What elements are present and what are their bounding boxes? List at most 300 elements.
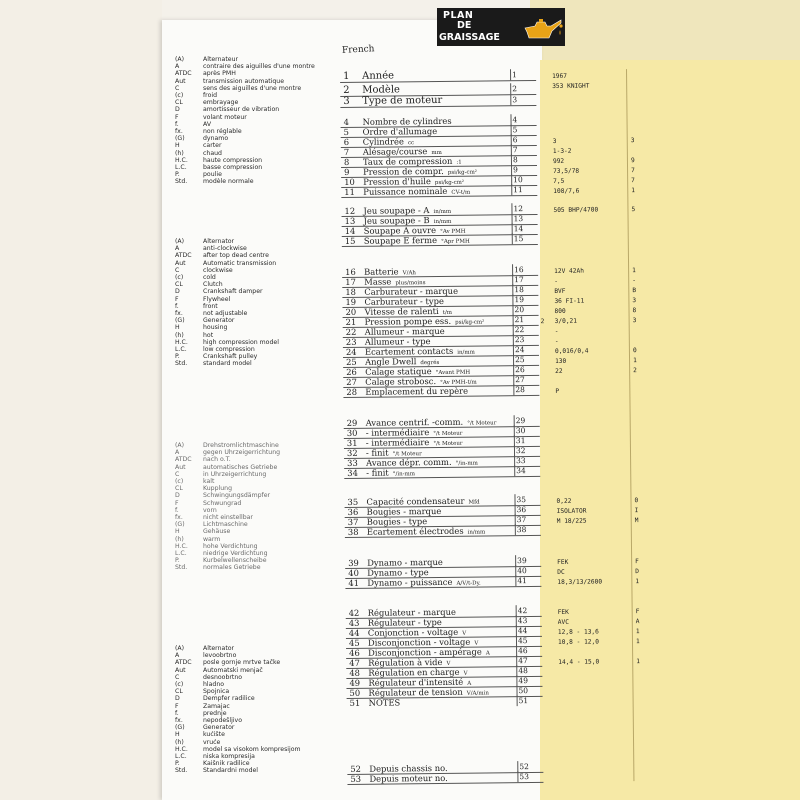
glossary-entry	[175, 56, 315, 63]
row-label-text: Régulation en charge	[368, 666, 460, 678]
data-value-next: 7	[631, 177, 635, 185]
glossary-abbreviation: (c)	[175, 681, 184, 689]
glossary-entry	[175, 674, 301, 681]
row-label-text: Avance dépr. comm.	[366, 456, 452, 468]
data-cell-next	[636, 637, 656, 647]
row-number: 5	[343, 126, 350, 137]
glossary-definition: Clutch	[203, 281, 223, 289]
form-row	[347, 772, 543, 785]
row-number-right: 36	[516, 505, 527, 515]
glossary-definition: volant moteur	[203, 113, 247, 121]
row-label-text: Ecartement électrodes	[366, 525, 464, 537]
data-value-next: F	[635, 608, 640, 616]
glossary-abbreviation: P.	[175, 760, 180, 768]
row-label-text: Type de moteur	[362, 94, 443, 107]
row-label-text: Modèle	[362, 84, 400, 96]
row-unit: psi/kg-cm²	[434, 179, 465, 187]
glossary-entry	[175, 85, 315, 92]
row-unit: CV-t/m	[451, 189, 471, 196]
data-value-next: 2	[633, 367, 637, 375]
glossary-entry	[175, 731, 301, 738]
row-label-text: Allumeur - type	[364, 336, 431, 347]
row-number: 10	[344, 176, 355, 187]
row-number-right: 7	[512, 145, 518, 155]
data-cell-next	[635, 506, 655, 516]
row-number-right: 21	[514, 315, 525, 325]
glossary-entry	[175, 550, 280, 557]
glossary-entry	[175, 150, 315, 157]
glossary-abbreviation: F	[175, 499, 179, 507]
glossary-abbreviation: C	[175, 84, 180, 92]
row-unit: V/A/min	[466, 690, 489, 697]
row-unit: in/mm	[433, 208, 452, 216]
row-number-right: 11	[513, 185, 523, 195]
row-divider	[517, 771, 518, 782]
row-number-right: 35	[516, 495, 527, 505]
row-label-text: Alésage/course	[362, 146, 428, 157]
row-label-text: Soupape E ferme	[363, 234, 438, 246]
row-unit: A	[467, 680, 472, 687]
glossary-definition: kalt	[203, 478, 215, 486]
row-number-right: 48	[518, 666, 528, 676]
glossary-abbreviation: CL	[175, 485, 183, 493]
row-number: 46	[349, 647, 360, 658]
row-number: 53	[350, 773, 362, 784]
glossary-definition: warm	[203, 535, 221, 543]
row-number-right: 22	[514, 325, 525, 335]
row-number-right: 3	[512, 95, 518, 105]
row-label-text: Calage statique	[365, 366, 432, 377]
glossary-abbreviation: Std.	[175, 767, 188, 775]
data-cell	[549, 203, 800, 216]
data-cell	[551, 364, 800, 377]
glossary-abbreviation: f.	[175, 120, 179, 128]
row-number-right: 49	[518, 676, 528, 686]
glossary-abbreviation: (h)	[175, 149, 184, 157]
glossary-entry	[175, 514, 280, 521]
row-unit: °Apr PMH	[441, 238, 470, 245]
row-number: 40	[348, 567, 359, 578]
row-unit: V	[463, 670, 468, 677]
glossary-definition: Drehstromlichtmaschine	[203, 442, 279, 449]
glossary-abbreviation: L.C.	[175, 550, 187, 558]
row-number-right: 14	[513, 224, 524, 234]
glossary-definition: carter	[203, 142, 222, 150]
glossary-entry	[175, 485, 280, 492]
row-unit: A	[485, 650, 490, 657]
row-unit: Mfd	[468, 499, 480, 506]
row-label-text: Jeu soupape - B	[363, 215, 430, 226]
data-value: -	[554, 277, 558, 285]
glossary-entry	[175, 281, 279, 288]
data-value: 36 FI-11	[554, 297, 585, 305]
row-number: 12	[344, 205, 356, 216]
glossary-definition: standard model	[203, 360, 252, 368]
glossary-definition: model sa visokom kompresijom	[203, 745, 301, 753]
row-divider	[511, 184, 512, 195]
row-number-right: 45	[517, 636, 528, 646]
row-label-text: Bougies - marque	[366, 505, 442, 517]
glossary-definition: embrayage	[203, 99, 239, 107]
glossary-entry	[175, 267, 279, 274]
row-number-right: 26	[515, 365, 525, 375]
row-label-text: Puissance nominale	[363, 185, 448, 197]
glossary-entry	[175, 106, 315, 113]
data-value: DC	[557, 568, 565, 576]
row-number: 8	[343, 156, 350, 167]
row-unit: °/t Moteur	[467, 420, 497, 427]
glossary-definition: housing	[203, 324, 228, 332]
row-unit: °Av PMH	[440, 228, 466, 235]
glossary-entry	[175, 78, 315, 85]
glossary-definition: Kurbelwellenscheibe	[203, 557, 267, 565]
row-label-text: Batterie	[364, 266, 399, 277]
glossary-abbreviation: Aut	[175, 259, 186, 267]
glossary-abbreviation: H	[175, 142, 180, 150]
glossary-entry	[175, 500, 280, 507]
row-unit: A/V/t-Dy.	[456, 580, 481, 587]
row-label-text: Dynamo - marque	[367, 556, 443, 568]
data-cell-next	[633, 356, 653, 366]
row-label-text: Régulateur d'intensité	[368, 676, 464, 688]
data-value: 22	[555, 367, 563, 375]
glossary-fr	[175, 56, 315, 186]
glossary-definition: Crankshaft damper	[203, 288, 263, 296]
logo-line-1: PLAN	[443, 10, 474, 21]
data-value-next: 8	[632, 307, 637, 315]
glossary-definition: Alternator	[203, 238, 235, 245]
data-value: 10,8 - 12,0	[557, 638, 600, 646]
glossary-abbreviation: fx.	[175, 514, 183, 522]
glossary-definition: prednje	[203, 709, 227, 717]
glossary-de	[175, 442, 280, 572]
glossary-abbreviation: A	[175, 63, 180, 71]
data-value: ISOLATOR	[556, 507, 587, 515]
glossary-definition: après PMH	[203, 70, 236, 78]
glossary-definition: vruće	[203, 738, 221, 746]
glossary-abbreviation: A	[175, 652, 180, 660]
row-number: 48	[349, 667, 361, 678]
row-label	[362, 71, 398, 82]
glossary-entry	[175, 767, 301, 774]
row-number: 13	[344, 215, 356, 226]
glossary-definition: hladno	[203, 681, 225, 689]
data-cell-next	[633, 346, 653, 356]
glossary-entry	[175, 92, 315, 99]
data-cell-next	[631, 186, 651, 196]
data-cell-next	[636, 657, 656, 667]
row-number-right: 33	[516, 456, 526, 466]
glossary-abbreviation: Std.	[175, 360, 188, 368]
row-number: 26	[346, 366, 357, 377]
data-value: 992	[552, 157, 565, 165]
glossary-abbreviation: (A)	[175, 238, 185, 245]
data-value-next: 0	[634, 497, 639, 505]
row-label	[365, 386, 472, 399]
glossary-abbreviation: H.C.	[175, 745, 188, 753]
row-unit: psi/kg-cm²	[447, 169, 478, 176]
data-value-next: 1	[633, 357, 637, 365]
data-value-next: B	[632, 287, 637, 295]
glossary-abbreviation: (G)	[175, 521, 185, 529]
row-number: 11	[344, 186, 356, 197]
glossary-entry	[175, 739, 301, 746]
form-row	[343, 385, 539, 398]
glossary-abbreviation: (G)	[175, 135, 185, 143]
data-value: 14,4 - 15,0	[558, 658, 600, 666]
logo-line-3: GRAISSAGE	[439, 32, 500, 43]
row-number: 41	[348, 577, 360, 588]
row-label-text: Calage strobosc.	[365, 376, 437, 387]
glossary-definition: niedrige Verdichtung	[203, 550, 268, 558]
plan-de-graissage-logo	[437, 8, 565, 46]
row-number: 4	[343, 116, 349, 127]
row-label-text: Ordre d'allumage	[362, 125, 438, 137]
row-number-right: 28	[515, 385, 525, 395]
row-number: 32	[346, 447, 358, 458]
glossary-definition: Flywheel	[203, 295, 231, 303]
glossary-abbreviation: (c)	[175, 478, 184, 486]
row-number: 50	[349, 687, 361, 698]
glossary-abbreviation: (G)	[175, 317, 185, 325]
glossary-entry	[175, 70, 315, 77]
row-unit: plus/moins	[395, 280, 426, 287]
row-number-right: 47	[518, 656, 528, 666]
row-number: 42	[348, 607, 360, 618]
form-row	[341, 185, 537, 198]
row-number: 6	[343, 136, 350, 147]
glossary-abbreviation: Aut	[175, 666, 186, 674]
row-number: 45	[348, 637, 360, 648]
data-cell-next	[635, 567, 655, 577]
row-label-text: Régulateur de tension	[368, 686, 463, 698]
row-unit: °Av PMH-t/m	[440, 379, 477, 386]
data-value: 0,016/0,4	[554, 347, 589, 355]
glossary-definition: AV	[203, 120, 212, 128]
oil-can-icon	[521, 14, 563, 44]
data-value: FEK	[557, 558, 569, 566]
glossary-abbreviation: Aut	[175, 77, 186, 85]
glossary-abbreviation: L.C.	[175, 346, 187, 354]
row-label-text: Allumeur - marque	[364, 325, 445, 337]
glossary-definition: normales Getriebe	[203, 564, 261, 572]
row-divider	[510, 69, 511, 80]
glossary-entry	[175, 464, 280, 471]
glossary-entry	[175, 717, 301, 724]
data-cell-next	[634, 496, 654, 506]
glossary-definition: after top dead centre	[203, 252, 269, 260]
row-number: 16	[345, 266, 356, 277]
glossary-entry	[175, 346, 279, 353]
data-value: 505 BHP/4700	[553, 206, 599, 214]
row-label	[367, 526, 485, 539]
row-number-right: 31	[515, 436, 526, 446]
row-number: 24	[345, 346, 357, 357]
row-divider	[510, 94, 511, 105]
glossary-definition: Generator	[203, 317, 235, 325]
row-number: 29	[346, 417, 358, 428]
row-unit: °Avant PMH	[435, 369, 471, 377]
glossary-entry	[175, 645, 301, 652]
row-label-text: - intermédiaire	[365, 437, 430, 448]
row-label-text: - finit	[366, 467, 389, 478]
data-value: M 18/225	[556, 517, 587, 525]
glossary-entry	[175, 564, 280, 571]
row-number: 36	[347, 506, 359, 517]
glossary-entry	[175, 536, 280, 543]
data-value-next: 1	[635, 638, 640, 646]
form-row	[345, 576, 541, 589]
row-unit: °/t Moteur	[433, 440, 463, 448]
row-label-text: Carburateur - type	[364, 295, 444, 307]
glossary-entry	[175, 317, 279, 324]
row-number: 38	[347, 526, 359, 537]
row-label-text: NOTES	[368, 697, 401, 708]
glossary-definition: low compression	[203, 346, 255, 354]
glossary-abbreviation: CL	[175, 281, 183, 289]
glossary-abbreviation: f.	[175, 709, 179, 717]
data-cell	[553, 514, 800, 527]
row-unit: in/mm	[433, 218, 452, 226]
data-cell-next	[635, 577, 655, 587]
glossary-abbreviation: L.C.	[175, 753, 187, 761]
data-value: 353 KNIGHT	[552, 82, 590, 90]
data-value: 0,22	[556, 497, 572, 505]
glossary-definition: desnoobrtno	[203, 673, 243, 681]
row-label-text: Soupape A ouvre	[363, 225, 437, 236]
row-label-text: Régulateur - marque	[367, 606, 456, 618]
glossary-abbreviation: f.	[175, 506, 179, 514]
glossary-abbreviation: Std.	[175, 564, 188, 572]
row-number: 17	[345, 276, 356, 287]
row-number-right: 20	[514, 305, 525, 315]
glossary-definition: Alternateur	[203, 56, 239, 63]
glossary-entry	[175, 659, 301, 666]
data-value: 3	[552, 137, 557, 145]
row-label-text: - finit	[365, 447, 389, 458]
glossary-entry	[175, 274, 279, 281]
data-value-next: 1	[632, 267, 636, 275]
row-label-text: - intermédiaire	[365, 427, 430, 438]
row-number: 22	[345, 326, 357, 337]
row-number: 21	[345, 316, 357, 327]
data-value-next: I	[634, 507, 639, 515]
glossary-entry	[175, 238, 279, 245]
row-divider	[517, 695, 518, 706]
data-cell-next	[631, 166, 651, 176]
data-cell-next	[633, 316, 653, 326]
row-number: 25	[346, 356, 357, 367]
glossary-abbreviation: ATDC	[175, 70, 192, 78]
data-value: 1-3-2	[552, 147, 572, 155]
row-label-text: Année	[362, 70, 395, 82]
glossary-abbreviation: Std.	[175, 178, 188, 186]
glossary-definition: Alternator	[203, 645, 235, 652]
row-divider	[514, 465, 515, 476]
glossary-abbreviation: F	[175, 295, 179, 303]
glossary-definition: Automatski menjač	[203, 666, 263, 674]
data-value-next: 1	[635, 578, 640, 586]
glossary-abbreviation: fx.	[175, 717, 183, 725]
form-language-label: French	[341, 44, 375, 56]
row-number: 51	[349, 697, 361, 708]
glossary-entry	[175, 521, 280, 528]
glossary-entry	[175, 114, 315, 121]
data-value-next: D	[635, 568, 640, 576]
glossary-entry	[175, 667, 301, 674]
glossary-abbreviation: C	[175, 470, 180, 478]
row-number: 52	[350, 763, 362, 774]
glossary-definition: Dempfer radilice	[203, 695, 255, 703]
glossary-definition: cold	[203, 274, 216, 282]
data-cell-next	[632, 286, 652, 296]
row-number-right: 6	[512, 135, 518, 145]
glossary-entry	[175, 99, 315, 106]
glossary-definition: dynamo	[203, 135, 229, 143]
data-value-next: F	[635, 558, 639, 566]
row-label-text: Dynamo - puissance	[367, 576, 453, 588]
row-number: 23	[345, 336, 357, 347]
data-value: 7,5	[553, 177, 565, 185]
row-label-text: Cylindrée	[362, 136, 404, 147]
row-divider	[515, 524, 516, 535]
glossary-definition: posle gornje mrtve tačke	[203, 659, 281, 667]
glossary-definition: nepodešljivo	[203, 717, 243, 725]
glossary-entry	[175, 492, 280, 499]
data-cell-next	[635, 516, 655, 526]
glossary-abbreviation: ATDC	[175, 659, 192, 667]
glossary-definition: amortisseur de vibration	[203, 106, 280, 114]
row-number: 49	[349, 677, 361, 688]
data-value: 1967	[552, 72, 568, 80]
glossary-abbreviation: D	[175, 106, 180, 114]
glossary-hr	[175, 645, 301, 775]
data-value: FEK	[557, 608, 569, 616]
data-cell	[554, 655, 800, 668]
data-cell-next	[636, 627, 656, 637]
glossary-definition: nach o.T.	[203, 456, 231, 464]
glossary-entry	[175, 353, 279, 360]
row-unit: mm	[431, 149, 442, 157]
data-value: AVC	[557, 618, 570, 626]
data-cell-next	[631, 205, 651, 215]
glossary-entry	[175, 360, 279, 367]
data-value: P	[555, 387, 560, 395]
glossary-entry	[175, 724, 301, 731]
glossary-abbreviation: (c)	[175, 274, 184, 282]
row-label-text: Angle Dwell	[365, 356, 417, 367]
row-label-text: Emplacement du repère	[365, 385, 469, 397]
glossary-definition: Lichtmaschine	[203, 521, 248, 529]
row-number-right: 24	[514, 345, 525, 355]
data-cell-next	[632, 276, 652, 286]
row-number: 43	[348, 617, 360, 628]
row-label-text: Jeu soupape - A	[363, 205, 430, 216]
row-number-right: 19	[514, 295, 525, 305]
row-number: 20	[345, 306, 357, 317]
glossary-definition: transmission automatique	[203, 77, 285, 85]
row-label-text: Carburateur - marque	[364, 285, 459, 297]
glossary-abbreviation: F	[175, 113, 179, 121]
form-row	[342, 234, 538, 247]
data-value-next: -	[632, 277, 636, 285]
glossary-entry	[175, 456, 280, 463]
row-number: 14	[344, 225, 356, 236]
glossary-entry	[175, 310, 279, 317]
glossary-definition: Kupplung	[203, 485, 233, 493]
row-label	[369, 697, 405, 709]
glossary-definition: Spojnica	[203, 688, 230, 696]
